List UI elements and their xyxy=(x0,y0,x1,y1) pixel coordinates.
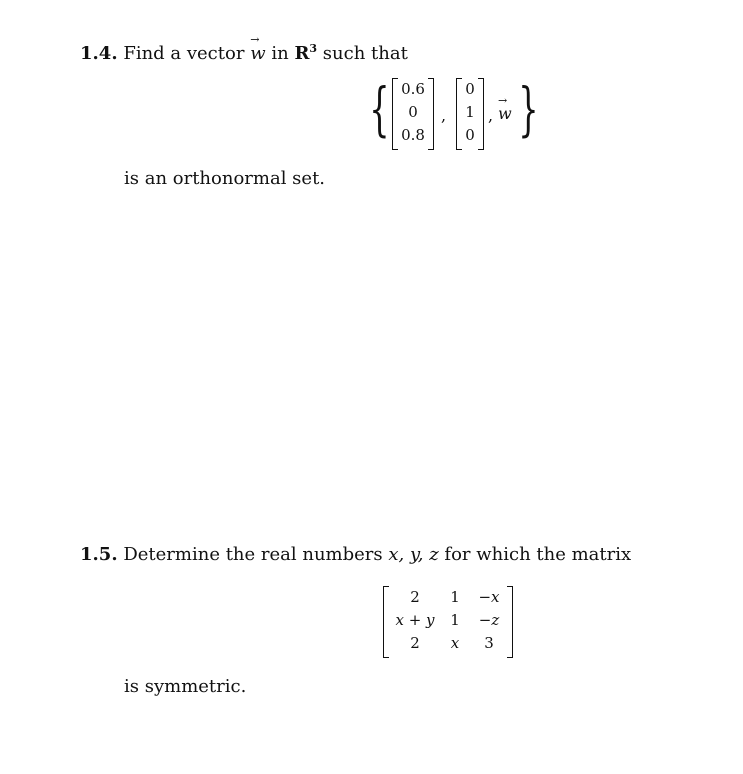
symmetric-matrix xyxy=(383,586,513,658)
v2-entry: 0 xyxy=(465,80,475,98)
problem-1-4-statement xyxy=(80,42,408,64)
vector-v2 xyxy=(456,78,484,150)
problem-number: 1.5. xyxy=(80,544,118,565)
problem-1-4-tail: is an orthonormal set. xyxy=(124,168,326,189)
v2-entry: 1 xyxy=(465,103,475,121)
matrix-entry: 3 xyxy=(484,634,494,652)
statement-text: Find a vector xyxy=(123,43,245,64)
vector-w-in-set: → w xyxy=(498,104,512,123)
matrix-entry: 2 xyxy=(410,634,420,652)
problem-1-5-statement xyxy=(80,544,631,565)
matrix-entry: x xyxy=(450,634,460,652)
real-space-symbol: $R^3$ xyxy=(294,42,318,64)
v1-entry: 0.6 xyxy=(401,80,425,98)
matrix-entry: −x xyxy=(478,588,500,606)
statement-text: Determine the real numbers xyxy=(123,544,383,565)
matrix-entry: x + y xyxy=(395,611,435,629)
problem-1-5-tail: is symmetric. xyxy=(124,676,247,697)
left-brace: { xyxy=(369,75,390,143)
separator-comma: , xyxy=(441,106,447,125)
statement-text: such that xyxy=(322,43,408,64)
variables: x, y, z xyxy=(388,544,439,565)
vector-w: → w xyxy=(250,43,265,64)
matrix-entry: 1 xyxy=(450,611,460,629)
statement-text: for which the matrix xyxy=(444,544,632,565)
matrix-entry: −z xyxy=(478,611,500,629)
right-brace: } xyxy=(518,75,539,143)
matrix-entry: 1 xyxy=(450,588,460,606)
v1-entry: 0 xyxy=(408,103,418,121)
statement-text: in xyxy=(271,43,289,64)
v1-entry: 0.8 xyxy=(401,126,425,144)
problem-number: 1.4. xyxy=(80,43,118,64)
matrix-entry: 2 xyxy=(410,588,420,606)
separator-comma: , xyxy=(488,106,494,125)
vector-v1 xyxy=(392,78,434,150)
v2-entry: 0 xyxy=(465,126,475,144)
